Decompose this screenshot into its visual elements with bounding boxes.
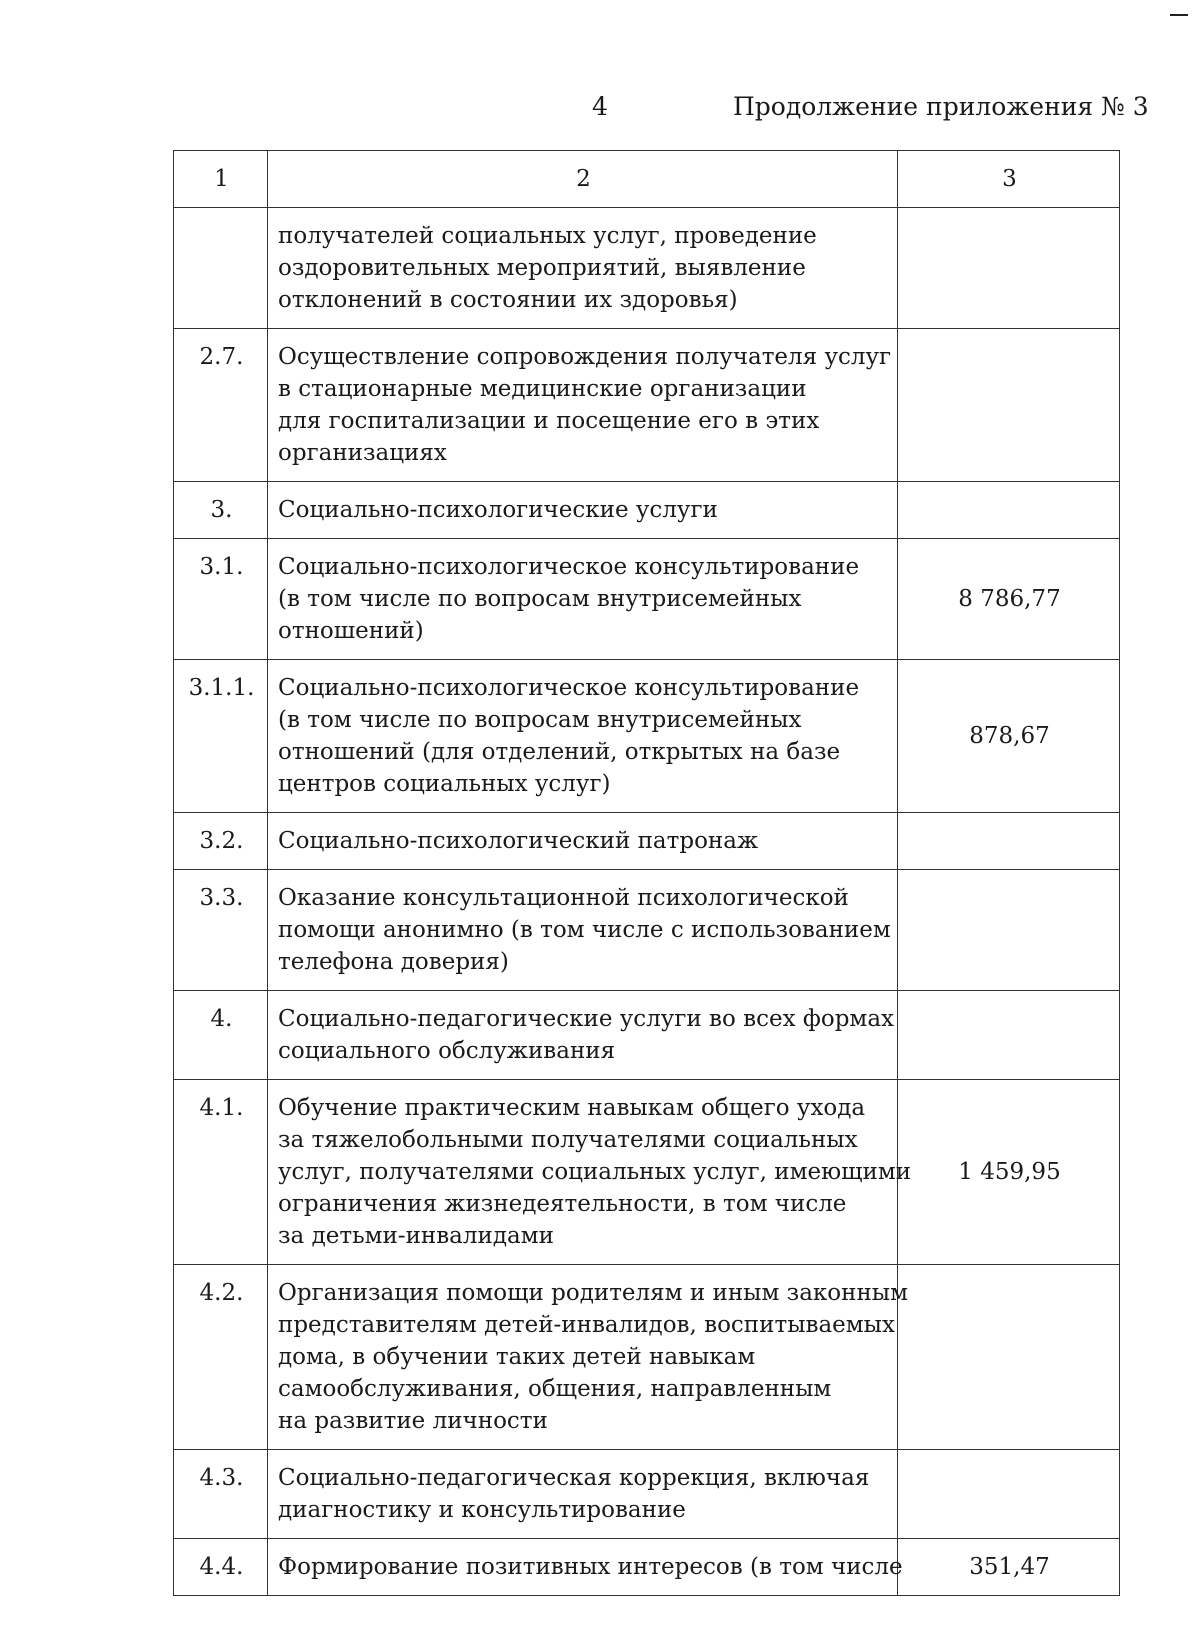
service-description — [268, 1450, 898, 1539]
description-line: Обучение практическим навыкам общего ухода — [278, 1095, 866, 1121]
description-line: самообслуживания, общения, направленным — [278, 1376, 832, 1402]
row-number: 4.2. — [174, 1265, 268, 1450]
row-number: 3. — [174, 482, 268, 539]
page-number: 4 — [592, 92, 608, 121]
table-row — [174, 991, 1120, 1080]
page-header: Продолжение приложения № 3 — [733, 92, 1149, 121]
description-line: в стационарные медицинские организации — [278, 376, 807, 402]
description-line: телефона доверия) — [278, 949, 509, 975]
row-number: 4.1. — [174, 1080, 268, 1265]
table-row — [174, 482, 1120, 539]
service-description — [268, 991, 898, 1080]
service-price — [898, 813, 1120, 870]
service-description — [268, 1265, 908, 1450]
description-line: Социально-психологическое консультирование — [278, 554, 860, 580]
description-line: Осуществление сопровождения получателя услуг — [278, 344, 892, 370]
corner-mark — [1170, 14, 1188, 16]
column-header-3: 3 — [898, 151, 1120, 208]
table-row — [174, 208, 1120, 329]
table-row — [174, 1080, 1120, 1265]
description-line: Социально-психологическое консультирование — [278, 675, 860, 701]
description-line: Оказание консультационной психологической — [278, 885, 849, 911]
service-price: 1 459,95 — [898, 1080, 1120, 1265]
table-row — [174, 329, 1120, 482]
description-line: для госпитализации и посещение его в этих — [278, 408, 820, 434]
description-line: оздоровительных мероприятий, выявление — [278, 255, 806, 281]
service-description — [268, 539, 898, 660]
description-line: Социально-психологический патронаж — [278, 828, 759, 854]
service-description — [268, 1080, 912, 1265]
service-description — [268, 870, 898, 991]
row-number: 3.3. — [174, 870, 268, 991]
description-line: социального обслуживания — [278, 1038, 616, 1064]
table-row — [174, 660, 1120, 813]
row-number — [174, 208, 268, 329]
service-price — [898, 991, 1120, 1080]
description-line: за тяжелобольными получателями социальных — [278, 1127, 858, 1153]
table-row — [174, 1265, 1120, 1450]
table-row — [174, 870, 1120, 991]
row-number: 3.2. — [174, 813, 268, 870]
description-line: Социально-педагогические услуги во всех формах — [278, 1006, 895, 1032]
table-row — [174, 1539, 1120, 1596]
description-line: дома, в обучении таких детей навыкам — [278, 1344, 756, 1370]
description-line: (в том числе по вопросам внутрисемейных — [278, 586, 802, 612]
service-price — [898, 1450, 1120, 1539]
service-price — [898, 329, 1120, 482]
description-line: услуг, получателями социальных услуг, имеющими — [278, 1159, 912, 1185]
service-price — [898, 208, 1120, 329]
services-price-table — [173, 150, 1120, 1596]
description-line: помощи анонимно (в том числе с использованием — [278, 917, 891, 943]
column-header-2: 2 — [268, 151, 898, 208]
column-header-1: 1 — [174, 151, 268, 208]
table-row — [174, 1450, 1120, 1539]
table-header-row — [174, 151, 1120, 208]
description-line: представителям детей-инвалидов, воспитываемых — [278, 1312, 895, 1338]
description-line: за детьми-инвалидами — [278, 1223, 554, 1249]
table-row — [174, 539, 1120, 660]
row-number: 4.4. — [174, 1539, 268, 1596]
description-line: отношений (для отделений, открытых на базе — [278, 739, 841, 765]
row-number: 4. — [174, 991, 268, 1080]
description-line: организациях — [278, 440, 447, 466]
service-description — [268, 1539, 903, 1596]
service-description — [268, 482, 898, 539]
row-number: 4.3. — [174, 1450, 268, 1539]
table-row — [174, 813, 1120, 870]
description-line: отклонений в состоянии их здоровья) — [278, 287, 738, 313]
service-price: 8 786,77 — [898, 539, 1120, 660]
description-line: отношений) — [278, 618, 424, 644]
row-number: 3.1.1. — [174, 660, 268, 813]
service-price — [898, 1265, 1120, 1450]
description-line: Организация помощи родителям и иным законным — [278, 1280, 908, 1306]
description-line: (в том числе по вопросам внутрисемейных — [278, 707, 802, 733]
row-number: 2.7. — [174, 329, 268, 482]
description-line: на развитие личности — [278, 1408, 548, 1434]
row-number: 3.1. — [174, 539, 268, 660]
description-line: Формирование позитивных интересов (в том числе — [278, 1554, 903, 1580]
description-line: диагностику и консультирование — [278, 1497, 686, 1523]
description-line: получателей социальных услуг, проведение — [278, 223, 817, 249]
description-line: Социально-педагогическая коррекция, включая — [278, 1465, 870, 1491]
description-line: центров социальных услуг) — [278, 771, 611, 797]
service-price — [898, 870, 1120, 991]
service-price — [898, 482, 1120, 539]
service-price: 351,47 — [898, 1539, 1120, 1596]
service-description — [268, 660, 898, 813]
service-description — [268, 208, 898, 329]
service-description — [268, 329, 898, 482]
description-line: Социально-психологические услуги — [278, 497, 718, 523]
service-description — [268, 813, 898, 870]
service-price: 878,67 — [898, 660, 1120, 813]
description-line: ограничения жизнедеятельности, в том числе — [278, 1191, 847, 1217]
